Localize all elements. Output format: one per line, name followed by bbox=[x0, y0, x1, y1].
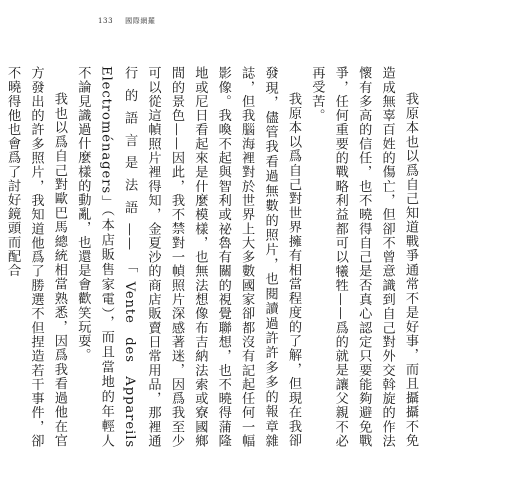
page-number: 133 bbox=[98, 17, 114, 25]
paragraph: 我原本也以爲自己知道戰爭通常不是好事，而且攝攝不免造成無辜百姓的傷亡，但卻不曾意識到自己對外交斡旋的作法懷有多高的信任，也不曉得自己是否真心認定只要能夠避免戰爭，任何重要的戰略利益都可以犧牲——爲的就是讓父親不必再受苦。 bbox=[309, 66, 418, 448]
body-text bbox=[1, 66, 422, 448]
running-header bbox=[98, 16, 156, 26]
paragraph: 我原本以爲自己對世界擁有相當程度的了解，但現在我卻發現，儘管我看過無數的照片，也閱讀過許許多多的報章雜誌，但我腦海裡對於世界上大多數國家卻都沒有記起任何一幅影像。我喚不起與智利或祕魯有關的視覺聯想，也不曉得蒲隆地或尼日看起來是什麼模樣，也無法想像布吉納法索或寮國鄉間的景色——因此，我不禁對一幀照片深感著迷，因爲我至少可以從這幀照片裡得知，金夏沙的商店販賣日常用品，那裡通行的語言是法語——「Vente des Appareils Electroménagers」（本店販售家電），而且當地的年輕人不論見識過什麼樣的動亂，也還是會歡笑玩耍。 bbox=[75, 66, 301, 448]
section-title: 國際網羅 bbox=[125, 17, 156, 25]
paragraph: 我也以爲自己對歐巴馬總統相當熟悉，因爲我看過他在官方發出的許多照片，我知道他爲了勝選不但捏造若干事件，卻不曉得他也會爲了討好鏡頭而配合 bbox=[5, 66, 67, 448]
